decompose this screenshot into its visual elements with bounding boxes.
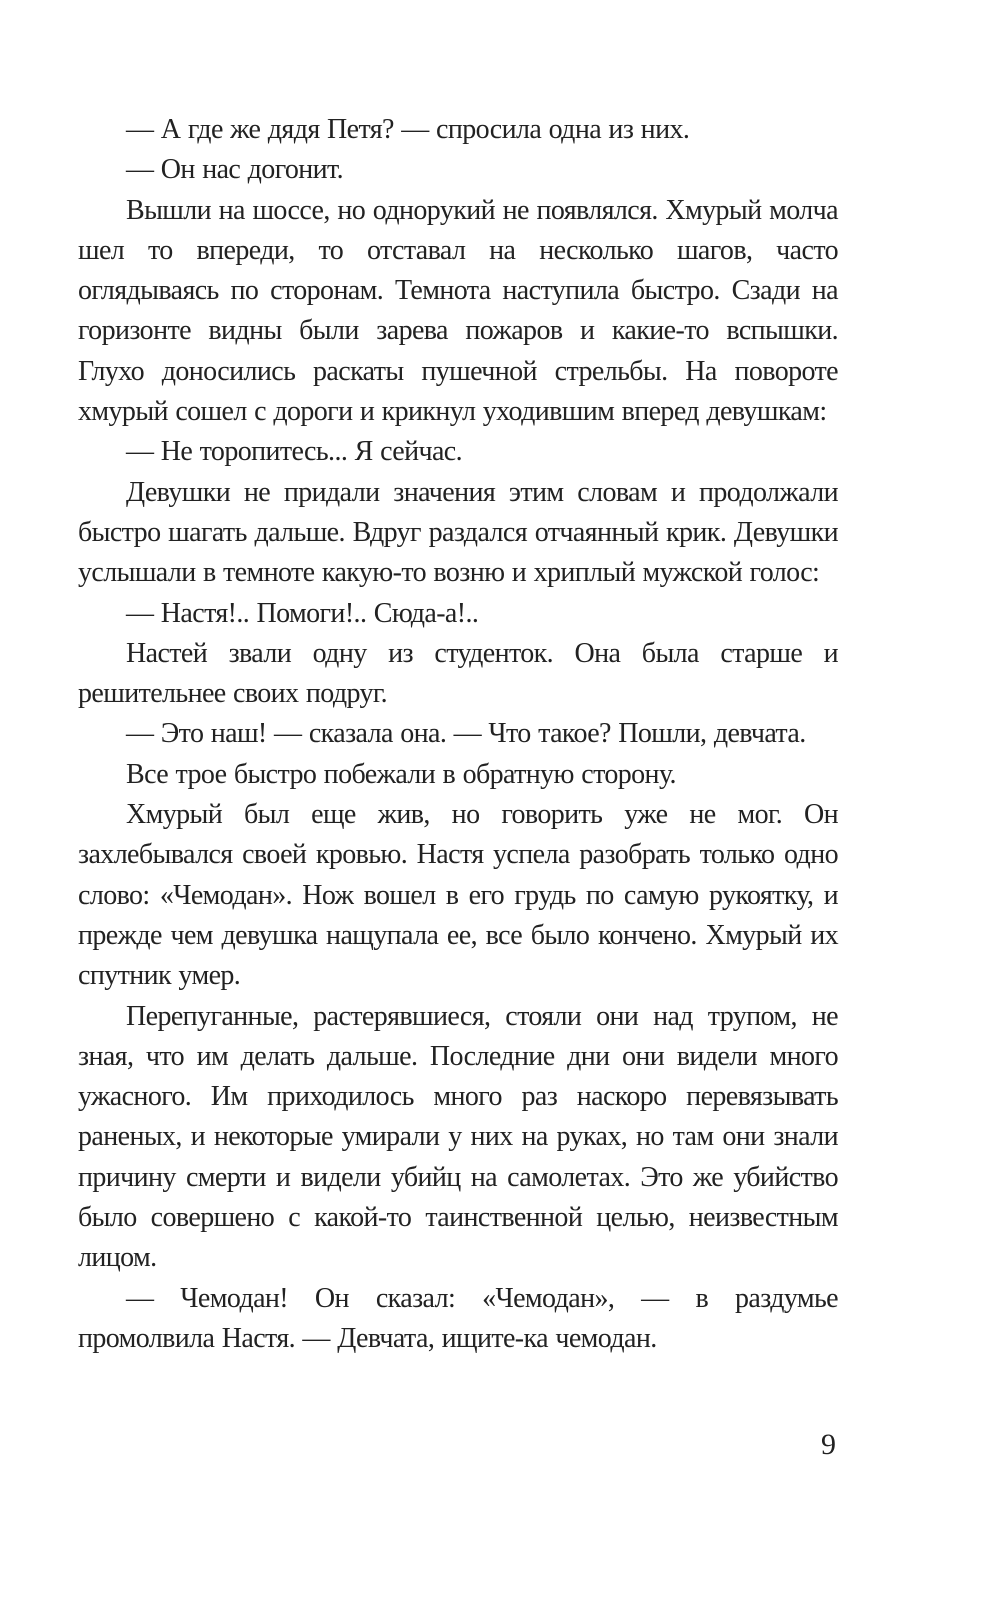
- page-number: 9: [821, 1428, 836, 1461]
- page-body: [78, 110, 838, 1359]
- paragraph: Настей звали одну из студенток. Она была старше и решительнее своих подруг.: [78, 637, 838, 710]
- paragraph: — Настя!.. Помоги!.. Сюда-а!..: [126, 597, 479, 629]
- paragraph: — Это наш! — сказала она. — Что такое? Пошли, девчата.: [126, 718, 806, 750]
- paragraph: Вышли на шоссе, но однорукий не появлялся. Хмурый молча шел то впереди, то отставал на несколько шагов, часто оглядываясь по сторонам. Темнота наступила быстро. Сзади на горизонте видны были зарева пожаров и какие-то вспышки. Глухо доносились раскаты пушечной стрельбы. На повороте хмурый сошел с дороги и крикнул уходившим вперед девушкам:: [78, 194, 838, 428]
- paragraph: — Не торопитесь... Я сейчас.: [126, 436, 463, 468]
- paragraph: — Он нас догонит.: [126, 154, 343, 186]
- paragraph: Все трое быстро побежали в обратную сторону.: [126, 758, 676, 790]
- paragraph: — Чемодан! Он сказал: «Чемодан», — в раздумье промолвила Настя. — Девчата, ищите-ка чемодан.: [78, 1282, 838, 1354]
- paragraph: Перепуганные, растерявшиеся, стояли они над трупом, не зная, что им делать дальше. Последние дни они видели много ужасного. Им приходилось много раз наскоро перевязывать раненых, и некоторые умирали у них на руках, но там они знали причину смерти и видели убийц на самолетах. Это же убийство было совершено с какой-то таинственной целью, неизвестным лицом.: [78, 1000, 838, 1274]
- paragraph: Хмурый был еще жив, но говорить уже не мог. Он захлебывался своей кровью. Настя успела разобрать только одно слово: «Чемодан». Нож вошел в его грудь по самую рукоятку, и прежде чем девушка нащупала ее, все было кончено. Хмурый их спутник умер.: [78, 799, 838, 992]
- paragraph: — А где же дядя Петя? — спросила одна из них.: [126, 114, 690, 145]
- paragraph: Девушки не придали значения этим словам и продолжали быстро шагать дальше. Вдруг раздался отчаянный крик. Девушки услышали в темноте какую-то возню и хриплый мужской голос:: [78, 476, 838, 589]
